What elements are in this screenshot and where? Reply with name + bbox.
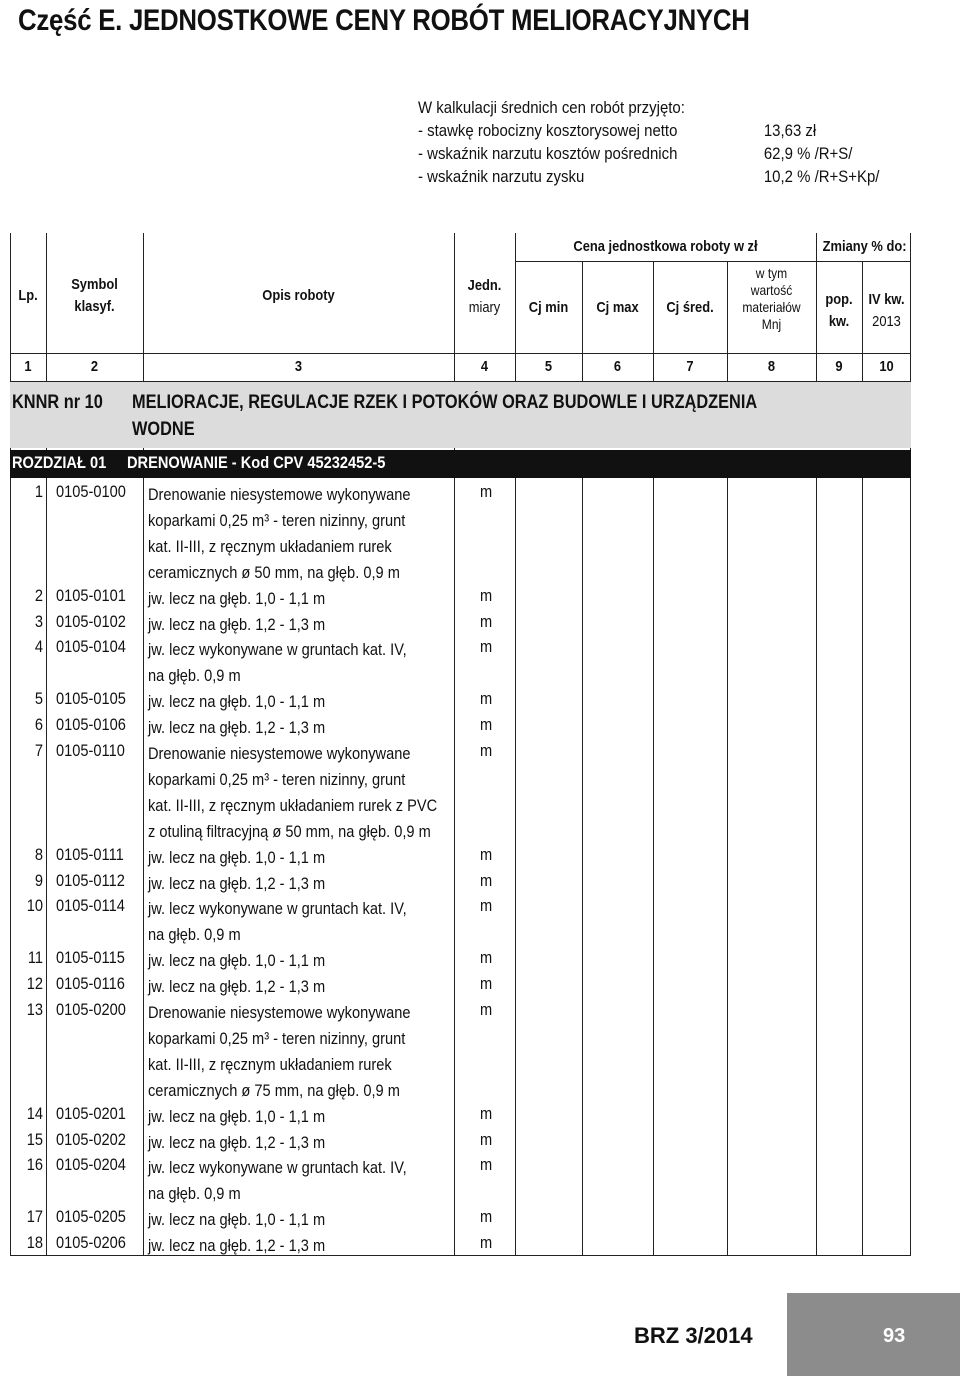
row-description-line: jw. lecz na głęb. 1,2 - 1,3 m	[148, 718, 326, 738]
row-lp: 3	[34, 611, 43, 631]
table-row	[10, 974, 911, 1000]
row-lp: 11	[27, 948, 43, 968]
row-description	[148, 689, 440, 715]
row-unit: m	[480, 1233, 493, 1253]
calc-label: - wskaźnik narzutu kosztów pośrednich	[418, 144, 678, 163]
table-row	[10, 845, 911, 871]
header-mnj-line: materiałów	[742, 299, 801, 315]
page-number-box	[787, 1293, 960, 1376]
chapter-header	[10, 450, 911, 478]
row-description	[148, 948, 440, 974]
row-description	[148, 1104, 440, 1130]
table-row	[10, 948, 911, 974]
row-symbol: 0105-0104	[56, 637, 126, 657]
row-lp: 10	[26, 896, 43, 916]
row-divider	[515, 261, 911, 262]
table-row	[10, 637, 911, 689]
row-symbol: 0105-0114	[56, 896, 125, 916]
row-description	[148, 612, 440, 638]
row-description-line: jw. lecz wykonywane w gruntach kat. IV,	[148, 899, 407, 919]
row-description-line: jw. lecz na głęb. 1,0 - 1,1 m	[148, 847, 326, 867]
table-row	[10, 871, 911, 897]
row-description-line: Drenowanie niesystemowe wykonywane	[148, 744, 411, 763]
knnr-title: MELIORACJE, REGULACJE RZEK I POTOKÓW ORAZ BUDOWLE I URZĄDZENIA	[132, 392, 758, 413]
row-symbol: 0105-0111	[56, 844, 124, 864]
price-table	[10, 233, 911, 1256]
row-description	[148, 482, 440, 586]
row-description-line: jw. lecz na głęb. 1,2 - 1,3 m	[148, 1132, 326, 1152]
row-symbol: 0105-0206	[56, 1233, 126, 1253]
row-symbol: 0105-0116	[56, 974, 125, 994]
header-cj-sred: Cj śred.	[666, 299, 714, 316]
row-symbol: 0105-0201	[56, 1103, 126, 1123]
row-description-line: jw. lecz na głęb. 1,0 - 1,1 m	[148, 1106, 326, 1126]
header-mnj-line: w tym	[755, 265, 788, 281]
row-lp: 9	[34, 870, 43, 890]
row-description-line: ceramicznych ø 50 mm, na głęb. 0,9 m	[148, 562, 400, 582]
header-opis: Opis roboty	[262, 287, 335, 304]
row-unit: m	[480, 948, 493, 968]
row-lp: 14	[26, 1103, 43, 1123]
table-row	[10, 715, 911, 741]
row-unit: m	[480, 974, 493, 994]
row-description	[148, 1000, 440, 1104]
row-unit: m	[480, 844, 493, 864]
row-lp: 4	[34, 637, 43, 657]
row-description-line: koparkami 0,25 m³ - teren nizinny, grunt	[148, 510, 406, 530]
calc-label: - wskaźnik narzutu zysku	[418, 167, 585, 186]
row-description	[148, 974, 440, 1000]
row-description-line: jw. lecz wykonywane w gruntach kat. IV,	[148, 1158, 407, 1178]
table-row	[10, 612, 911, 638]
row-description	[148, 715, 440, 741]
row-description-line: jw. lecz wykonywane w gruntach kat. IV,	[148, 640, 407, 660]
row-unit: m	[480, 637, 493, 657]
knnr-code: KNNR nr 10	[12, 392, 103, 413]
header-jedn-line: Jedn.	[467, 277, 502, 294]
row-symbol: 0105-0202	[56, 1129, 126, 1149]
row-description-line: kat. II-III, z ręcznym układaniem rurek	[148, 536, 392, 556]
table-row	[10, 1155, 911, 1207]
page-title: Część E. JEDNOSTKOWE CENY ROBÓT MELIORACYJNYCH	[18, 4, 750, 37]
row-description	[148, 845, 440, 871]
chapter-code: ROZDZIAŁ 01	[12, 453, 107, 472]
col-number: 5	[544, 358, 553, 375]
row-divider	[10, 353, 911, 354]
table-row	[10, 586, 911, 612]
row-unit: m	[480, 715, 493, 735]
row-lp: 18	[26, 1233, 43, 1253]
row-lp: 17	[26, 1207, 43, 1227]
header-zmiany-group: Zmiany % do:	[822, 238, 907, 255]
col-divider	[653, 261, 654, 381]
header-mnj	[733, 265, 810, 333]
table-row	[10, 896, 911, 948]
row-unit: m	[480, 611, 493, 631]
table-row	[10, 482, 911, 586]
row-symbol: 0105-0110	[56, 741, 125, 760]
row-lp: 13	[26, 1000, 43, 1019]
header-pop-line: kw.	[828, 313, 850, 330]
header-cena-group: Cena jednostkowa roboty w zł	[573, 238, 758, 255]
table-row	[10, 1000, 911, 1104]
row-lp: 5	[34, 689, 43, 709]
header-symbol-line: Symbol	[71, 276, 118, 293]
row-description	[148, 1155, 440, 1207]
row-description-line: koparkami 0,25 m³ - teren nizinny, grunt	[148, 1028, 406, 1048]
calc-value: 10,2 % /R+S+Kp/	[763, 167, 880, 186]
row-description-line: jw. lecz na głęb. 1,2 - 1,3 m	[148, 873, 326, 893]
row-unit: m	[480, 1103, 493, 1123]
row-symbol: 0105-0106	[56, 715, 126, 735]
row-description-line: kat. II-III, z ręcznym układaniem rurek	[148, 1054, 392, 1074]
header-pop	[819, 289, 859, 333]
table-row	[10, 1233, 911, 1259]
table-row	[10, 1130, 911, 1156]
col-number: 8	[767, 358, 776, 375]
table-row	[10, 1207, 911, 1233]
header-pop-line: pop.	[825, 291, 853, 308]
col-number: 10	[879, 358, 894, 375]
row-description-line: jw. lecz na głęb. 1,0 - 1,1 m	[148, 1210, 326, 1230]
row-description	[148, 896, 440, 948]
row-symbol: 0105-0204	[56, 1155, 126, 1175]
row-description-line: Drenowanie niesystemowe wykonywane	[148, 485, 411, 504]
row-description-line: jw. lecz na głęb. 1,0 - 1,1 m	[148, 951, 326, 971]
row-lp: 8	[34, 844, 43, 864]
journal-issue: BRZ 3/2014	[634, 1323, 753, 1348]
row-lp: 6	[34, 715, 43, 735]
row-lp: 1	[34, 482, 43, 501]
col-number: 2	[90, 358, 99, 375]
row-description	[148, 1233, 440, 1259]
header-mnj-line: wartość	[750, 282, 793, 298]
row-unit: m	[480, 741, 493, 760]
row-lp: 2	[34, 585, 43, 605]
header-symbol-line: klasyf.	[74, 298, 115, 315]
row-lp: 15	[26, 1129, 43, 1149]
row-description-line: na głęb. 0,9 m	[148, 925, 241, 945]
header-mnj-line: Mnj	[761, 316, 782, 332]
knnr-section-header	[10, 381, 911, 448]
row-description-line: jw. lecz na głęb. 1,2 - 1,3 m	[148, 1236, 326, 1256]
row-unit: m	[480, 870, 493, 890]
col-number: 4	[480, 358, 489, 375]
table-row	[10, 741, 911, 845]
header-lp: Lp.	[18, 287, 38, 304]
table-row	[10, 1104, 911, 1130]
col-divider	[727, 261, 728, 381]
col-number: 3	[294, 358, 303, 375]
row-unit: m	[480, 1155, 493, 1175]
row-description-line: ceramicznych ø 75 mm, na głęb. 0,9 m	[148, 1080, 400, 1100]
row-unit: m	[480, 689, 493, 709]
row-unit: m	[480, 482, 493, 501]
calculation-assumptions	[418, 96, 880, 188]
row-description	[148, 741, 440, 845]
row-unit: m	[480, 585, 493, 605]
row-symbol: 0105-0115	[56, 948, 125, 968]
header-jedn	[458, 275, 510, 319]
row-symbol: 0105-0205	[56, 1207, 126, 1227]
row-symbol: 0105-0100	[56, 482, 126, 501]
knnr-title-continued: WODNE	[132, 419, 195, 440]
header-cj-min: Cj min	[528, 299, 569, 316]
table-row	[10, 689, 911, 715]
row-lp: 12	[26, 974, 43, 994]
header-jedn-line: miary	[468, 299, 501, 316]
row-unit: m	[480, 896, 493, 916]
col-number: 6	[613, 358, 622, 375]
header-cj-max: Cj max	[596, 299, 639, 316]
row-symbol: 0105-0105	[56, 689, 126, 709]
col-number: 1	[24, 358, 32, 375]
header-iv	[865, 289, 907, 333]
row-description	[148, 586, 440, 612]
row-description-line: koparkami 0,25 m³ - teren nizinny, grunt	[148, 769, 406, 789]
row-description-line: kat. II-III, z ręcznym układaniem rurek z PVC	[148, 795, 438, 815]
page-number: 93	[883, 1325, 906, 1347]
row-description	[148, 1130, 440, 1156]
header-iv-line: IV kw.	[868, 291, 905, 308]
row-description-line: jw. lecz na głęb. 1,0 - 1,1 m	[148, 588, 326, 608]
row-description-line: jw. lecz na głęb. 1,2 - 1,3 m	[148, 977, 326, 997]
row-unit: m	[480, 1129, 493, 1149]
row-description-line: jw. lecz na głęb. 1,0 - 1,1 m	[148, 692, 326, 712]
row-lp: 16	[26, 1155, 43, 1175]
col-number: 7	[686, 358, 694, 375]
row-symbol: 0105-0200	[56, 1000, 126, 1019]
row-symbol: 0105-0102	[56, 611, 126, 631]
calc-intro: W kalkulacji średnich cen robót przyjęto:	[418, 98, 685, 117]
row-lp: 7	[34, 741, 43, 760]
row-description-line: Drenowanie niesystemowe wykonywane	[148, 1003, 411, 1022]
row-description	[148, 871, 440, 897]
col-divider	[816, 233, 817, 381]
chapter-title: DRENOWANIE - Kod CPV 45232452-5	[127, 453, 386, 472]
row-description-line: z otuliną filtracyjną ø 50 mm, na głęb. 0,9 m	[148, 821, 431, 841]
row-description-line: na głęb. 0,9 m	[148, 1184, 241, 1204]
row-unit: m	[480, 1000, 493, 1019]
header-iv-line: 2013	[872, 313, 901, 330]
calc-label: - stawkę robocizny kosztorysowej netto	[418, 121, 678, 140]
row-description-line: na głęb. 0,9 m	[148, 666, 241, 686]
row-symbol: 0105-0101	[56, 585, 126, 605]
row-symbol: 0105-0112	[56, 870, 125, 890]
col-divider	[862, 261, 863, 381]
calc-value: 62,9 % /R+S/	[763, 144, 853, 163]
col-number: 9	[835, 358, 843, 375]
header-symbol	[53, 274, 136, 318]
col-divider	[582, 261, 583, 381]
row-unit: m	[480, 1207, 493, 1227]
row-description	[148, 1207, 440, 1233]
row-description-line: jw. lecz na głęb. 1,2 - 1,3 m	[148, 614, 326, 634]
row-description	[148, 637, 440, 689]
col-divider	[515, 233, 516, 381]
calc-value: 13,63 zł	[763, 121, 817, 140]
